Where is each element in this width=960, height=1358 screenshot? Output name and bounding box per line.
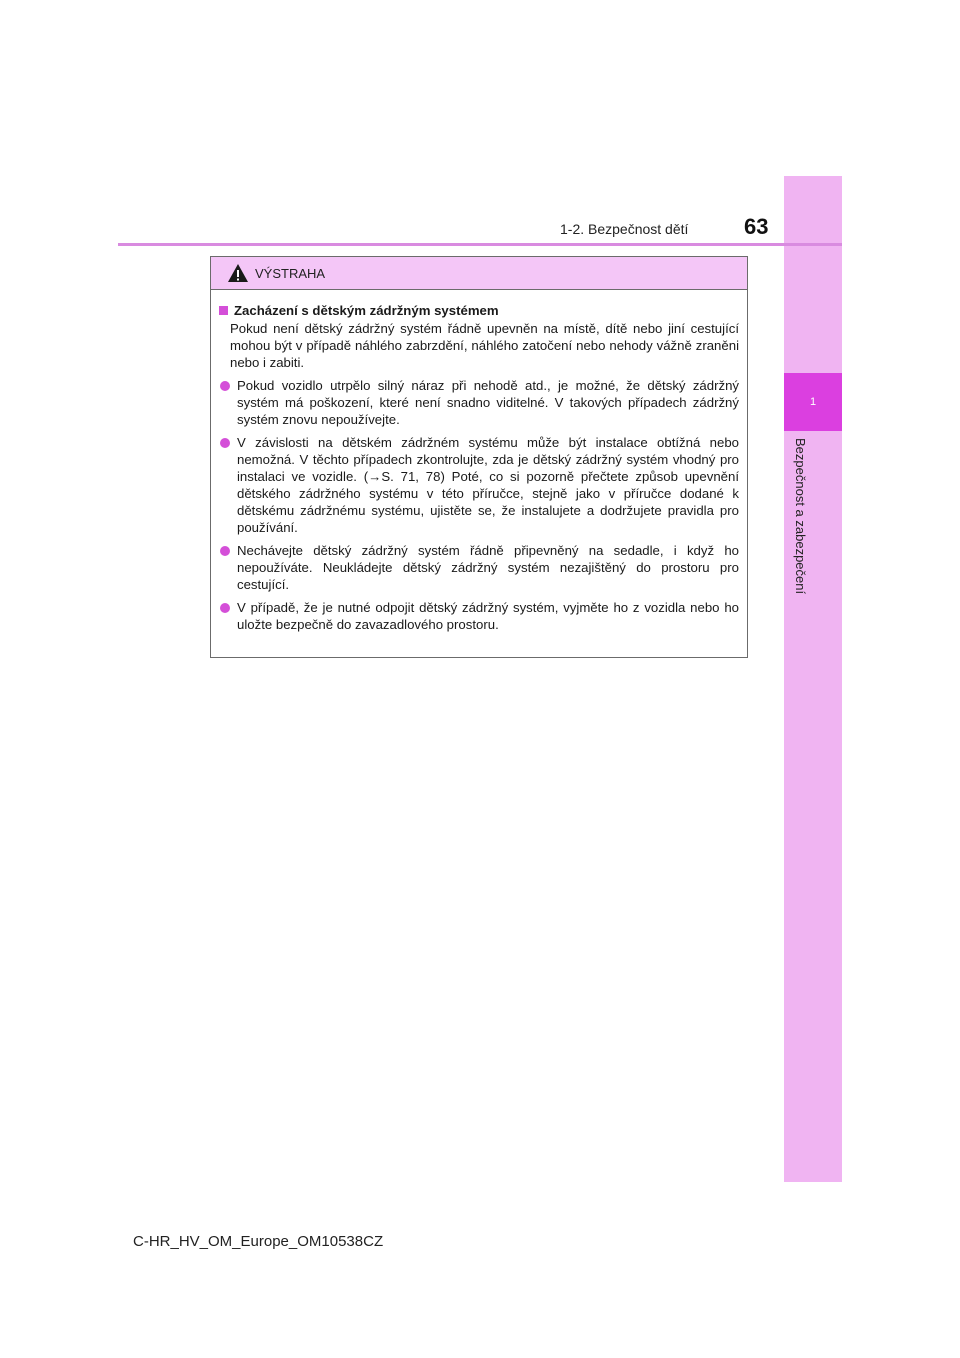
- warning-box: [210, 256, 748, 658]
- warning-triangle-icon: [227, 263, 249, 283]
- list-item: [219, 599, 739, 633]
- page-number: 63: [744, 214, 769, 239]
- warning-heading: [219, 302, 739, 319]
- list-item: [219, 377, 739, 428]
- list-item-text: V závislosti na dětském zádržném systému může být instalace obtížná nebo nemožná. V těchto případech zkontrolujte, zda je dětský zádržný systém vhodný pro instalaci ve vozidle. (→S. 71, 78) Poté, co si pozorně přečtete způsob upevnění dětského zádržného systému v této příručce, stejně jako v příručce dodané k dětskému zádržnému systému, ujistěte se, že instalujete a dodržujete pravidla pro používání.: [237, 435, 739, 535]
- round-bullet-icon: [220, 546, 230, 556]
- round-bullet-icon: [220, 381, 230, 391]
- section-title: 1-2. Bezpečnost dětí: [560, 221, 689, 237]
- chapter-number: 1: [784, 373, 842, 431]
- chapter-title: Bezpečnost a zabezpečení: [793, 438, 808, 595]
- warning-title: VÝSTRAHA: [255, 265, 326, 281]
- warning-body: [211, 290, 747, 633]
- list-item: [219, 542, 739, 593]
- list-item-text: V případě, že je nutné odpojit dětský zádržný systém, vyjměte ho z vozidla nebo ho uložte bezpečně do zavazadlového prostoru.: [237, 600, 739, 632]
- list-item: [219, 434, 739, 536]
- list-item-text: Pokud vozidlo utrpělo silný náraz při nehodě atd., je možné, že dětský zádržný systém má poškození, které není snadno viditelné. V takových případech zádržný systém znovu nepoužívejte.: [237, 378, 739, 427]
- square-bullet-icon: [219, 306, 228, 315]
- warning-heading-text: Zacházení s dětským zádržným systémem: [234, 303, 499, 318]
- list-item-text: Nechávejte dětský zádržný systém řádně připevněný na sedadle, i když ho nepoužíváte. Neukládejte dětský zádržný systém nezajištěný do prostoru pro cestující.: [237, 543, 739, 592]
- document-code: C-HR_HV_OM_Europe_OM10538CZ: [133, 1233, 384, 1250]
- side-tab: [784, 176, 842, 1182]
- warning-intro: Pokud není dětský zádržný systém řádně upevněn na místě, dítě nebo jiní cestující mohou být v případě náhlého zabrzdění, náhlého zatočení nebo nehody vážně zraněni nebo i zabiti.: [230, 321, 739, 370]
- warning-header: [211, 257, 747, 290]
- round-bullet-icon: [220, 603, 230, 613]
- round-bullet-icon: [220, 438, 230, 448]
- header-divider: [118, 243, 842, 246]
